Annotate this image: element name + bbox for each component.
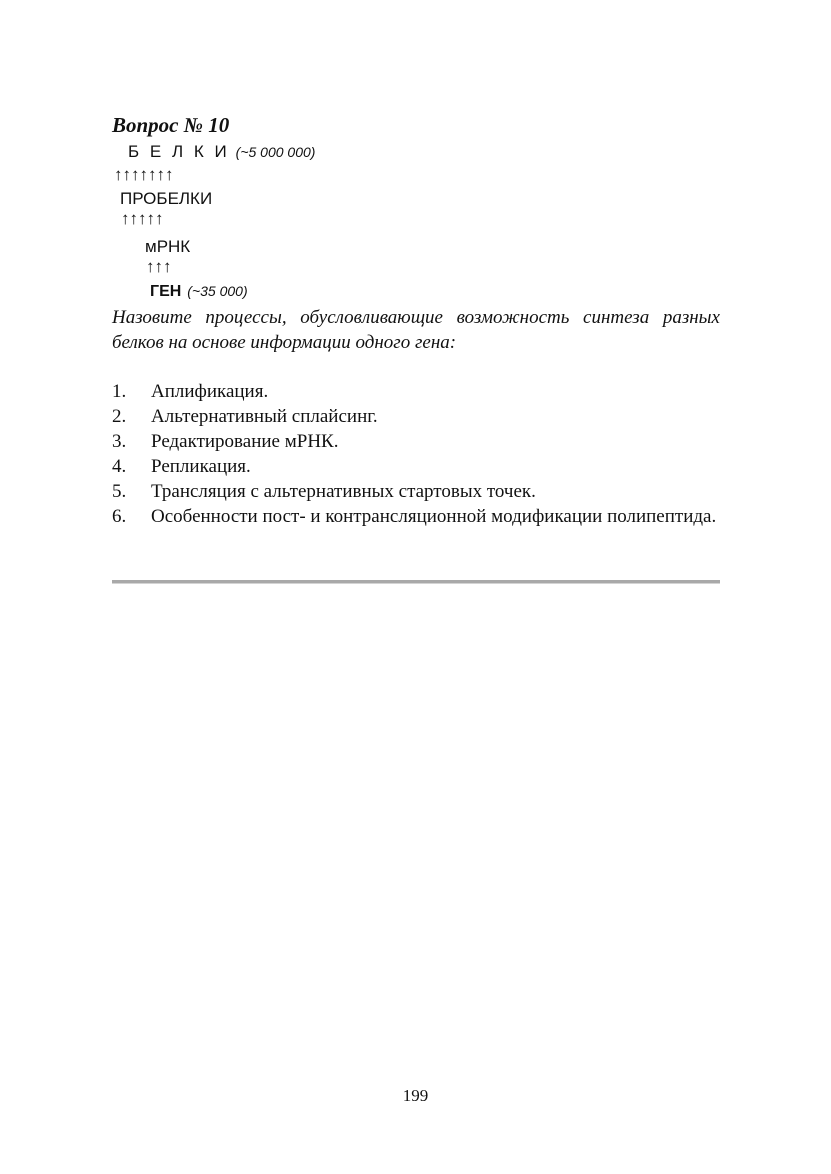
answer-text: Трансляция с альтернативных стартовых точек. [151,481,536,502]
answer-text: Аплификация. [151,381,269,402]
answer-text: Репликация. [151,456,251,477]
gene-count: (~35 000) [187,283,248,299]
question-title: Вопрос № 10 [112,113,230,137]
answer-number: 6. [112,506,127,527]
proteins-row [128,143,315,161]
answer-number: 1. [112,381,127,402]
answer-item-3 [112,429,720,454]
answer-number: 3. [112,431,127,452]
gene-label: ГЕН [150,283,182,300]
proteins-count: (~5 000 000) [235,144,316,160]
answer-item-2 [112,404,720,429]
answer-number: 2. [112,406,127,427]
proproteins-arrows: ↑↑↑↑↑ [121,209,164,228]
question-text: Назовите процессы, обусловливающие возможность синтеза разных белков на основе информации одного гена: [112,307,720,353]
answer-number: 4. [112,456,127,477]
mrna-label: мРНК [145,237,191,256]
answer-item-4 [112,454,720,479]
answer-text: Альтернативный сплайсинг. [151,406,378,427]
answer-list [112,379,720,529]
mrna-arrows: ↑↑↑ [146,257,172,276]
proproteins-label: ПРОБЕЛКИ [120,189,213,208]
answer-text: Особенности пост- и контрансляционной модификации полипептида. [151,506,717,527]
section-divider [112,580,720,584]
answer-item-1 [112,379,720,404]
answer-number: 5. [112,481,127,502]
answer-text: Редактирование мРНК. [151,431,339,452]
page-number: 199 [402,1086,429,1105]
proteins-arrows: ↑↑↑↑↑↑↑ [114,165,174,184]
answer-item-6 [112,504,720,529]
gene-row [150,284,248,300]
answer-item-5 [112,479,720,504]
proteins-label: Б Е Л К И [128,142,230,161]
